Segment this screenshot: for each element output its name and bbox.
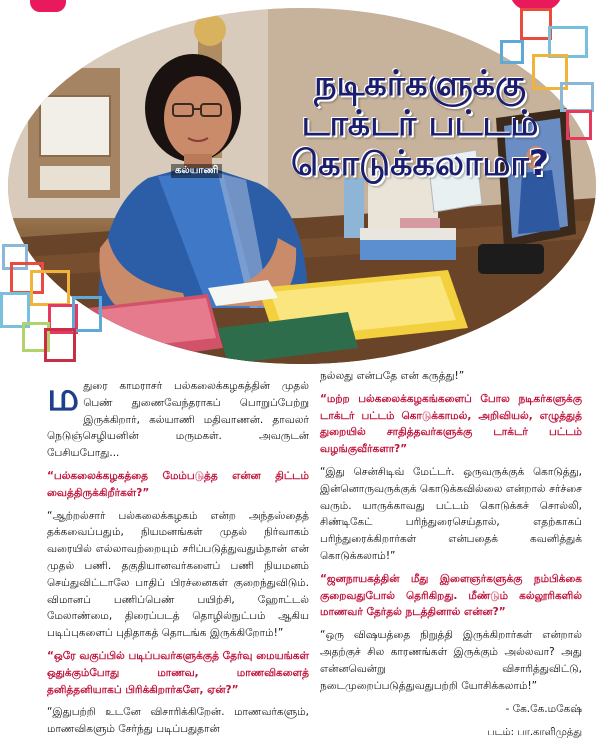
- drop-cap: ம: [47, 373, 80, 420]
- decor-square: [560, 82, 594, 112]
- question-4: “ஜனநாயகத்தின் மீது இளைஞர்களுக்கு நம்பிக்கை குறைவதுபோல் தெரிகிறது. மீண்டும் கல்லூரிகளில் மாணவர் தேர்தல் நடத்தினால் என்ன?”: [320, 572, 582, 619]
- article-column-right: [320, 368, 582, 748]
- answer-3: “இது சென்சிடிவ் மேட்டர். ஒருவருக்குக் கொடுத்து, இன்னொருவருக்குக் கொடுக்கவில்லை என்றால் சர்ச்சை வரும். யாருக்காவது பட்டம் கொடுக்கச் சொல்லி, சிண்டிகேட் பரிந்துரைசெய்தால், எதற்காகப் பரிந்துரைக்கிறார்கள் என்பதைக் கவனித்துக் கொடுக்கலாம்!”: [320, 465, 582, 562]
- question-3: “மற்ற பல்கலைக்கழகங்களைப் போல நடிகர்களுக்கு டாக்டர் பட்டம் கொடுக்காமல், அறிவியல், எழுத்துத் துறையில் சாதித்தவர்களுக்கு டாக்டர் பட்டம் வழங்குவீர்களா?”: [320, 392, 582, 456]
- decor-square: [500, 40, 524, 64]
- decor-square: [72, 296, 102, 332]
- headline-line-1: நடிகர்களுக்கு: [314, 64, 526, 104]
- decor-square: [566, 110, 592, 140]
- corner-badge: [30, 0, 66, 12]
- photo-caption: கல்யாணி: [171, 164, 222, 178]
- question-1: “பல்கலைக்கழகத்தை மேம்படுத்த என்ன திட்டம் வைத்திருக்கிறீர்கள்?”: [47, 469, 309, 499]
- answer-2-part-1: “இதுபற்றி உடனே விசாரிக்கிறேன். மாணவர்களும், மாணவிகளும் சேர்ந்து படிப்பதுதான்: [47, 706, 309, 736]
- headline: [270, 64, 570, 184]
- intro-paragraph: [47, 373, 309, 462]
- question-2: “ஒரே வகுப்பில் படிப்பவர்களுக்குத் தேர்வு மையங்கள் ஒதுக்கும்போது மாணவ, மாணவிகளைத் தனித்தனியாகப் பிரிக்கிறார்களே, ஏன்?”: [47, 649, 309, 696]
- headline-line-3: கொடுக்கலாமா?: [290, 144, 550, 184]
- answer-1: “ஆற்றல்சார் பல்கலைக்கழகம் என்ற அந்தஸ்தைத் தக்கவைப்பதும், நியமனங்கள் முதல் நிர்வாகம் வரையில் எல்லாவற்றையும் சரிப்படுத்துவதும்தான் என் முதல் பணி. தகுதியானவர்களைப் பணி நியமனம் செய்துவிட்டாலே பாதிப் பிரச்னைகள் குறைந்துவிடும். விமானப் பணிப்பெண் பயிற்சி, ஹோட்டல் மேலாண்மை, திரைப்படத் தொழில்நுட்பம் ஆகிய படிப்புகளைப் புதிதாகத் தொடங்க இருக்கிறோம்!”: [47, 509, 309, 640]
- feature-photo: [0, 0, 600, 365]
- answer-2-part-2: நல்லது என்பதே என் கருத்து!”: [320, 370, 465, 382]
- decor-square: [30, 270, 70, 306]
- author-credit: - கே.கே.மகேஷ்: [505, 703, 582, 716]
- article-column-left: [47, 373, 309, 744]
- decor-square: [44, 328, 76, 362]
- photo-credit: படம்: பா.காளிமுத்து: [487, 727, 582, 739]
- headline-line-2: டாக்டர் பட்டம்: [301, 104, 539, 144]
- intro-text: துரை காமராசர் பல்கலைக்கழகத்தின் முதல் பெண் துணைவேந்தராகப் பொறுப்பேற்று இருக்கிறார், கல்யாணி மதிவாணன். தாவலர் நெடுஞ்செழியனின் மருமகள். அவருடன் பேசியபோது...: [47, 380, 309, 460]
- answer-4: “ஒரு விஷயத்தை நிறுத்தி இருக்கிறார்கள் என்றால் அதற்குச் சில காரணங்கள் இருக்கும் அல்லவா? அது என்னவென்று விசாரித்துவிட்டு, நடைமுறைப்படுத்துவதுபற்றி யோசிக்கலாம்!”: [320, 629, 582, 692]
